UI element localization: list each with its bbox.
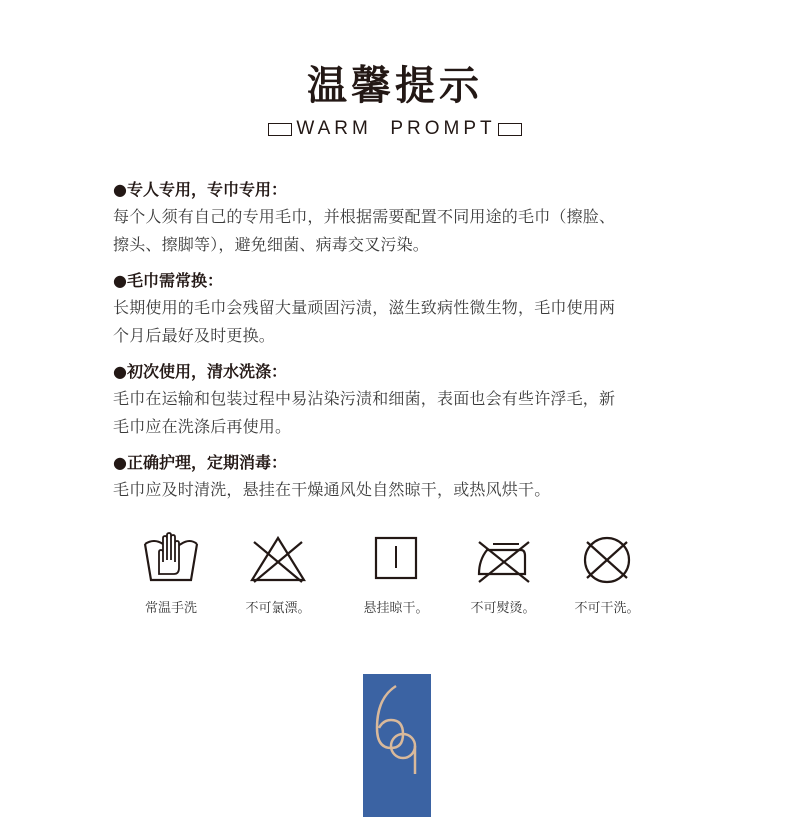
subtitle-text: WARM PROMPT [296,118,496,139]
hang-dry-icon [366,530,426,586]
care-item-hang-dry [336,530,456,618]
care-item-hand-wash [111,530,231,618]
page-title: 温馨提示 [307,63,483,109]
care-label: 不可氯漂。 [245,601,311,616]
care-label: 不可熨烫。 [470,601,536,616]
tip-body [113,385,703,441]
care-label: 悬挂晾干。 [363,601,429,616]
care-item-no-bleach [218,530,338,618]
subtitle-right-box-icon [498,123,522,136]
care-item-no-iron [443,530,563,618]
tip-body-line: 每个人须有自己的专用毛巾，并根据需要配置不同用途的毛巾（擦脸、 [113,207,616,226]
tips-list [113,177,703,513]
tip-body [113,203,703,259]
no-iron-icon [473,530,533,586]
brand-logo-block [363,674,431,817]
tip-heading: ●初次使用，清水洗涤： [113,362,287,381]
page-subtitle [0,116,790,142]
tip-care-disinfect [113,450,703,504]
tip-heading: ●正确护理，定期消毒： [113,453,287,472]
tip-body-line: 毛巾在运输和包装过程中易沾染污渍和细菌，表面也会有些许浮毛，新 [113,389,616,408]
care-item-no-dry-clean [547,530,667,618]
tip-body [113,476,703,504]
no-dry-clean-icon [577,530,637,586]
tip-dedicated-use [113,177,703,259]
care-instructions [0,530,790,630]
no-bleach-icon [248,530,308,586]
tip-body-line: 个月后最好及时更换。 [113,326,276,345]
tip-body-line: 毛巾应在洗涤后再使用。 [113,417,292,436]
tip-first-wash [113,359,703,441]
hand-wash-icon [141,530,201,586]
subtitle-left-box-icon [268,123,292,136]
care-label: 不可干洗。 [574,601,640,616]
tip-body-line: 毛巾应及时清洗，悬挂在干燥通风处自然晾干，或热风烘干。 [113,480,551,499]
tip-body-line: 长期使用的毛巾会残留大量顽固污渍，滋生致病性微生物，毛巾使用两 [113,298,616,317]
tip-replace-regularly [113,268,703,350]
brand-logo-icon [363,674,431,817]
tip-heading: ●专人专用，专巾专用： [113,180,287,199]
tip-body [113,294,703,350]
care-label: 常温手洗 [144,601,197,616]
tip-heading: ●毛巾需常换： [113,271,223,290]
tip-body-line: 擦头、擦脚等），避免细菌、病毒交叉污染。 [113,235,430,254]
